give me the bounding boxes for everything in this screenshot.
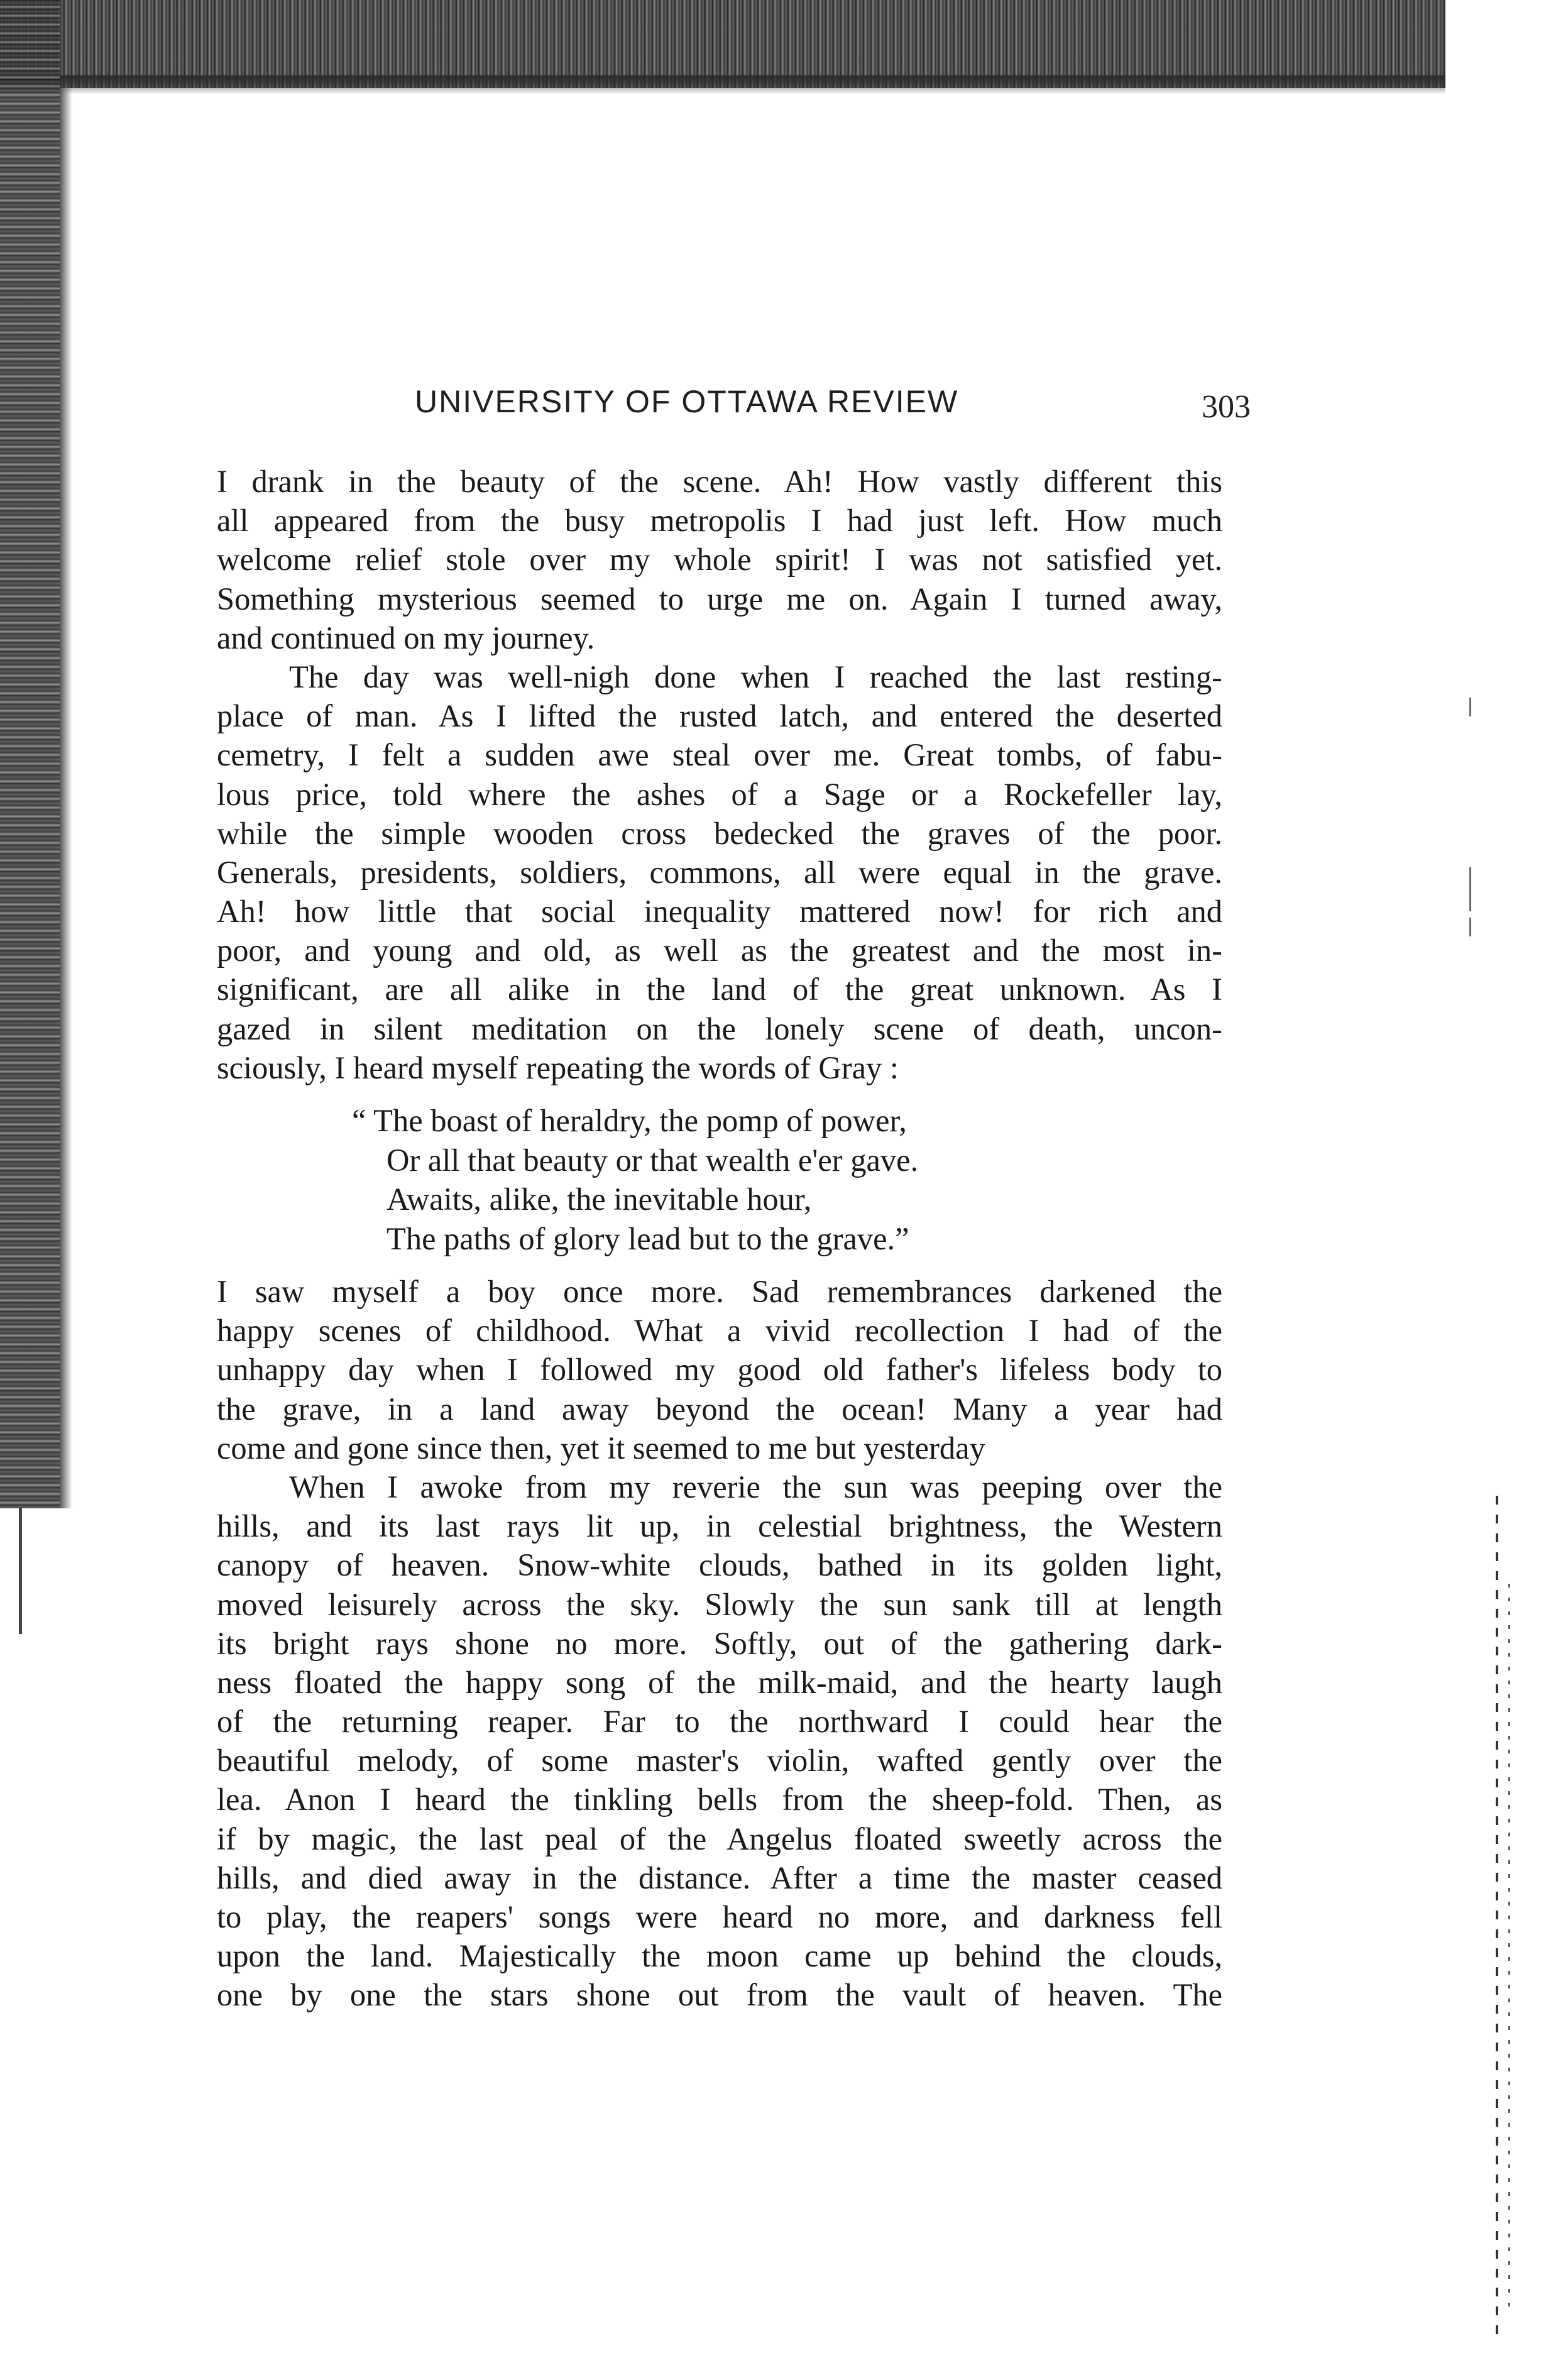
text-line: of the returning reaper. Far to the northward I could hear the	[217, 1704, 1222, 1740]
scan-artifact-left	[0, 0, 60, 1508]
text-line: one by one the stars shone out from the vault of heaven. The	[217, 1977, 1222, 2013]
text-line: I drank in the beauty of the scene. Ah! How vastly different this	[217, 464, 1222, 499]
text-line: welcome relief stole over my whole spirit! I was not satisfied yet.	[217, 542, 1222, 578]
text-line: while the simple wooden cross bedecked the graves of the poor.	[217, 815, 1222, 851]
text-line: poor, and young and old, as well as the greatest and the most in-	[217, 933, 1222, 968]
scan-artifact-mark	[1469, 698, 1471, 716]
text-line: When I awoke from my reverie the sun was peeping over the	[289, 1469, 1222, 1505]
poem-line: Or all that beauty or that wealth e'er gave.	[386, 1142, 919, 1178]
scan-artifact-left-thin	[19, 1508, 22, 1634]
text-line: canopy of heaven. Snow-white clouds, bathed in its golden light,	[217, 1547, 1222, 1583]
poem-line: Awaits, alike, the inevitable hour,	[386, 1182, 812, 1217]
text-line: beautiful melody, of some master's violin, wafted gently over the	[217, 1743, 1222, 1779]
poem-line: The paths of glory lead but to the grave.”	[386, 1220, 909, 1256]
text-line: upon the land. Majestically the moon came up behind the clouds,	[217, 1938, 1222, 1974]
text-line: lous price, told where the ashes of a Sage or a Rockefeller lay,	[217, 776, 1222, 812]
text-line: Ah! how little that social inequality mattered now! for rich and	[217, 894, 1222, 930]
scan-artifact-left-fade	[60, 88, 72, 1508]
text-line: all appeared from the busy metropolis I had just left. How much	[217, 503, 1222, 539]
scan-artifact-mark	[1469, 867, 1471, 911]
text-line: the grave, in a land away beyond the ocean! Many a year had	[217, 1391, 1222, 1427]
poem-line: “ The boast of heraldry, the pomp of power,	[352, 1103, 907, 1138]
text-line: lea. Anon I heard the tinkling bells from the sheep-fold. Then, as	[217, 1782, 1222, 1818]
text-line: hills, and died away in the distance. After a time the master ceased	[217, 1860, 1222, 1895]
text-line: come and gone since then, yet it seemed to me but yesterday	[217, 1430, 985, 1466]
text-line: ness floated the happy song of the milk-maid, and the hearty laugh	[217, 1664, 1222, 1700]
scan-artifact-mark	[1469, 918, 1471, 936]
text-line: to play, the reapers' songs were heard no more, and darkness fell	[217, 1899, 1222, 1934]
scan-artifact-top	[0, 0, 1445, 88]
page-header	[415, 383, 1251, 440]
text-line: moved leisurely across the sky. Slowly the sun sank till at length	[217, 1586, 1222, 1622]
text-line: Generals, presidents, soldiers, commons, all were equal in the grave.	[217, 854, 1222, 890]
text-line: and continued on my journey.	[217, 620, 595, 655]
text-line: happy scenes of childhood. What a vivid recollection I had of the	[217, 1313, 1222, 1349]
text-line: if by magic, the last peal of the Angelus floated sweetly across the	[217, 1821, 1222, 1856]
text-line: The day was well-nigh done when I reached the last resting-	[289, 659, 1222, 694]
article-body	[217, 462, 1222, 2015]
text-line: significant, are all alike in the land of the great unknown. As I	[217, 972, 1222, 1007]
text-line: Something mysterious seemed to urge me on. Again I turned away,	[217, 581, 1222, 617]
text-line: its bright rays shone no more. Softly, out of the gathering dark-	[217, 1625, 1222, 1661]
poem-quotation	[217, 1101, 1222, 1258]
text-line: hills, and its last rays lit up, in celestial brightness, the Western	[217, 1508, 1222, 1544]
text-line: unhappy day when I followed my good old father's lifeless body to	[217, 1352, 1222, 1388]
scan-artifact-top-fade	[0, 75, 1445, 94]
text-line: sciously, I heard myself repeating the words of Gray :	[217, 1050, 899, 1085]
scan-artifact-right-edge-2	[1508, 1584, 1510, 2313]
running-title: UNIVERSITY OF OTTAWA REVIEW	[415, 384, 959, 419]
text-line: cemetry, I felt a sudden awe steal over me. Great tombs, of fabu-	[217, 737, 1222, 773]
page-number: 303	[1202, 389, 1251, 425]
text-line: gazed in silent meditation on the lonely scene of death, uncon-	[217, 1011, 1222, 1046]
text-line: place of man. As I lifted the rusted latch, and entered the deserted	[217, 698, 1222, 734]
text-line: I saw myself a boy once more. Sad remembrances darkened the	[217, 1274, 1222, 1309]
scan-artifact-right-edge	[1496, 1496, 1498, 2344]
